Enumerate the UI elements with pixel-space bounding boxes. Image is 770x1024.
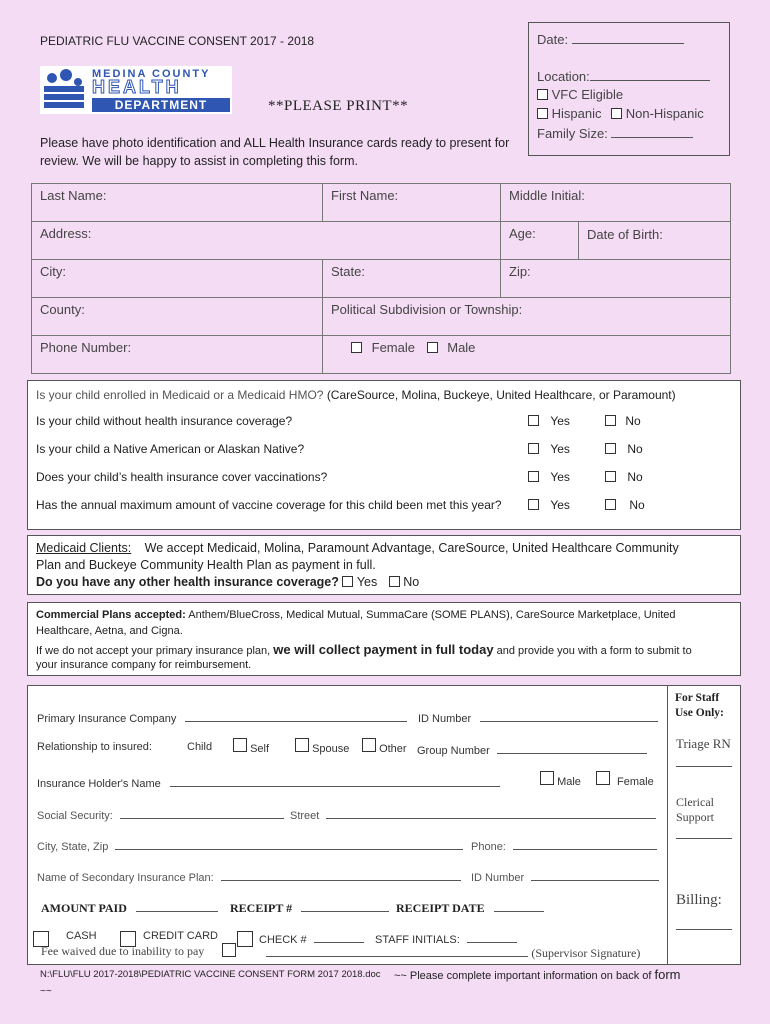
secondary-plan-line[interactable] [221, 868, 461, 881]
no-label: No [627, 442, 643, 456]
amount-paid-field[interactable] [41, 899, 218, 916]
male-label: Male [447, 340, 476, 355]
no-label: No [629, 498, 645, 512]
non-hispanic-checkbox[interactable] [611, 108, 622, 119]
location-line[interactable] [590, 68, 710, 81]
age-label: Age: [509, 226, 536, 241]
date-label: Date: [537, 32, 569, 47]
staff-initials-label: STAFF INITIALS: [375, 934, 460, 946]
vfc-option[interactable] [537, 87, 623, 102]
check-line[interactable] [314, 930, 364, 943]
receipt-date-label: RECEIPT DATE [396, 901, 485, 915]
please-print: **PLEASE PRINT** [268, 98, 409, 114]
family-icon [42, 68, 86, 112]
political-subdivision-cell[interactable] [322, 297, 731, 336]
footer-tilde: ~~ [40, 986, 52, 997]
holder-male-label: Male [557, 776, 581, 788]
commercial-box [27, 602, 741, 676]
fee-waived-checkbox[interactable] [222, 943, 236, 962]
secondary-plan-field[interactable] [37, 868, 461, 884]
id-number-line[interactable] [480, 709, 658, 722]
ethnicity-options [537, 106, 704, 121]
holder-name-line[interactable] [170, 774, 500, 787]
primary-company-label: Primary Insurance Company [37, 713, 177, 725]
billing-line[interactable] [676, 929, 732, 930]
logo-line3: DEPARTMENT [92, 98, 230, 112]
yes-label: Yes [550, 414, 570, 428]
spouse-option[interactable] [295, 738, 349, 755]
supervisor-signature-line[interactable] [266, 944, 528, 957]
question-1-text: Is your child without health insurance coverage? [36, 414, 293, 428]
amount-paid-label: AMOUNT PAID [41, 901, 127, 915]
spouse-label: Spouse [312, 743, 350, 755]
check-label: CHECK # [259, 934, 307, 946]
id-number-label: ID Number [418, 713, 472, 725]
yes-label: Yes [550, 498, 570, 512]
check-checkbox[interactable] [237, 931, 253, 952]
yes-label: Yes [550, 470, 570, 484]
file-path: N:\FLU\FLU 2017-2018\PEDIATRIC VACCINE CONSENT FORM 2017 2018.doc [40, 969, 381, 980]
state-label: State: [331, 264, 365, 279]
family-size-field[interactable] [537, 125, 693, 141]
id-number-field[interactable] [418, 709, 658, 725]
info-box [528, 22, 730, 156]
self-option[interactable] [233, 738, 269, 755]
commercial-text3c: and provide you with a form to submit to [496, 645, 692, 657]
clerical-line[interactable] [676, 838, 732, 839]
other-checkbox[interactable] [362, 738, 376, 752]
hispanic-label: Hispanic [551, 106, 602, 121]
last-name-cell[interactable] [31, 183, 323, 222]
first-name-label: First Name: [331, 188, 399, 203]
family-size-label: Family Size: [537, 126, 608, 141]
holder-male-checkbox[interactable] [540, 771, 554, 785]
street-label: Street [290, 810, 320, 822]
first-name-cell[interactable] [322, 183, 501, 222]
sex-cell [322, 335, 731, 374]
secondary-id-field[interactable] [471, 868, 659, 884]
insurance-phone-line[interactable] [513, 837, 657, 850]
medicaid-text2: Plan and Buckeye Community Health Plan as payment in full. [36, 558, 376, 572]
no-label: No [627, 470, 643, 484]
question-2-yes[interactable] [528, 442, 570, 456]
zip-label: Zip: [509, 264, 531, 279]
ssn-label: Social Security: [37, 810, 113, 822]
amount-paid-line[interactable] [136, 899, 218, 912]
medicaid-plans-text: (CareSource, Molina, Buckeye, United Healthcare, or Paramount) [326, 388, 676, 402]
city-state-zip-label: City, State, Zip [37, 841, 109, 853]
form-title: PEDIATRIC FLU VACCINE CONSENT 2017 - 2018 [40, 34, 315, 48]
commercial-line1 [36, 609, 676, 621]
holder-female-label: Female [617, 776, 654, 788]
holder-name-label: Insurance Holder's Name [37, 778, 161, 790]
vfc-label: VFC Eligible [551, 87, 624, 102]
street-line[interactable] [326, 806, 656, 819]
other-option[interactable] [362, 738, 407, 755]
vfc-checkbox[interactable] [537, 89, 548, 100]
questions-box [27, 380, 741, 530]
street-field[interactable] [290, 806, 656, 822]
location-label: Location: [537, 69, 590, 84]
receipt-date-field[interactable] [396, 899, 544, 916]
commercial-heading: Commercial Plans accepted: [36, 609, 186, 621]
yes-label: Yes [550, 442, 570, 456]
commercial-text3b: we will collect payment in full today [273, 642, 494, 657]
medicaid-heading: Medicaid Clients: [36, 541, 132, 555]
secondary-id-label: ID Number [471, 872, 525, 884]
last-name-label: Last Name: [40, 188, 107, 203]
commercial-line3 [36, 642, 692, 657]
city-label: City: [40, 264, 66, 279]
instructions: Please have photo identification and ALL Health Insurance cards ready to present for review. We will be happy to assist in completing this form. [40, 136, 510, 168]
phone-label: Phone Number: [40, 340, 132, 355]
back-page-note-form: form [654, 967, 681, 982]
secondary-plan-label: Name of Secondary Insurance Plan: [37, 872, 214, 884]
other-label: Other [379, 743, 407, 755]
dob-cell[interactable] [578, 221, 731, 260]
cash-label: CASH [66, 930, 97, 942]
commercial-text3a: If we do not accept your primary insurance plan, [36, 645, 271, 657]
question-2-no[interactable] [605, 442, 643, 456]
spouse-checkbox[interactable] [295, 738, 309, 752]
zip-cell[interactable] [500, 259, 731, 298]
question-3-no[interactable] [605, 470, 643, 484]
question-4-yes[interactable] [528, 498, 570, 512]
health-department-logo [40, 66, 232, 114]
phone-cell[interactable] [31, 335, 323, 374]
self-checkbox[interactable] [233, 738, 247, 752]
medicaid-enrolled-question [36, 388, 676, 402]
fee-waived-label: Fee waived due to inability to pay [41, 944, 205, 958]
commercial-text1: Anthem/BlueCross, Medical Mutual, SummaCare (SOME PLANS), CareSource Marketplace, United [188, 609, 676, 621]
receipt-label: RECEIPT # [230, 901, 293, 915]
no-label: No [625, 414, 641, 428]
credit-card-label: CREDIT CARD [143, 930, 218, 942]
male-checkbox[interactable] [427, 342, 438, 353]
question-2-text: Is your child a Native American or Alaskan Native? [36, 442, 305, 456]
logo-line1: MEDINA COUNTY [92, 68, 211, 80]
logo-line2: HEALTH [92, 77, 182, 97]
dob-label: Date of Birth: [587, 227, 663, 242]
medicaid-text1: We accept Medicaid, Molina, Paramount Advantage, CareSource, United Healthcare Community [144, 541, 679, 555]
ssn-line[interactable] [120, 806, 284, 819]
supervisor-signature-label: (Supervisor Signature) [531, 946, 641, 960]
city-state-zip-line[interactable] [115, 837, 463, 850]
date-field[interactable] [537, 31, 684, 47]
question-4-no[interactable] [605, 498, 645, 512]
other-coverage-yes-label: Yes [356, 575, 378, 589]
self-label: Self [250, 743, 270, 755]
child-label: Child [187, 741, 213, 753]
other-coverage-question [36, 575, 419, 589]
triage-label: Triage RN [676, 736, 731, 751]
billing-label: Billing: [676, 892, 722, 908]
relationship-label: Relationship to insured: [37, 741, 152, 753]
medicaid-enrolled-text: Is your child enrolled in Medicaid or a Medicaid HMO? [36, 388, 324, 402]
family-size-line[interactable] [611, 125, 693, 138]
question-3-text: Does your child’s health insurance cover vaccinations? [36, 470, 328, 484]
address-label: Address: [40, 226, 92, 241]
medicaid-line1 [36, 541, 679, 555]
group-number-field[interactable] [417, 741, 647, 757]
insurance-box [27, 685, 741, 965]
county-cell[interactable] [31, 297, 323, 336]
political-subdivision-label: Political Subdivision or Township: [331, 302, 523, 317]
group-number-line[interactable] [497, 741, 647, 754]
commercial-text4: your insurance company for reimbursement. [36, 659, 252, 671]
address-cell[interactable] [31, 221, 501, 260]
receipt-date-line[interactable] [494, 899, 544, 912]
staff-initials-line[interactable] [467, 930, 517, 943]
hispanic-checkbox[interactable] [537, 108, 548, 119]
secondary-id-line[interactable] [531, 868, 659, 881]
non-hispanic-label: Non-Hispanic [625, 106, 704, 121]
clerical-label: Clerical Support [676, 795, 715, 824]
supervisor-signature-field[interactable] [266, 944, 640, 961]
other-coverage-yes-checkbox[interactable] [342, 576, 353, 587]
city-state-zip-field[interactable] [37, 837, 463, 853]
primary-company-line[interactable] [185, 709, 407, 722]
city-cell[interactable] [31, 259, 323, 298]
female-checkbox[interactable] [351, 342, 362, 353]
other-coverage-no-checkbox[interactable] [389, 576, 400, 587]
group-number-label: Group Number [417, 745, 490, 757]
back-page-note [394, 967, 680, 982]
insurance-phone-field[interactable] [471, 837, 657, 853]
county-label: County: [40, 302, 85, 317]
question-3-yes[interactable] [528, 470, 570, 484]
date-line[interactable] [572, 31, 684, 44]
female-label: Female [371, 340, 415, 355]
middle-initial-label: Middle Initial: [509, 188, 585, 203]
holder-sex-options [540, 771, 654, 788]
location-field[interactable] [537, 68, 710, 84]
receipt-line[interactable] [301, 899, 389, 912]
commercial-text2: Healthcare, Aetna, and Cigna. [36, 625, 183, 637]
holder-name-field[interactable] [37, 774, 500, 790]
state-cell[interactable] [322, 259, 501, 298]
age-cell[interactable] [500, 221, 579, 260]
holder-female-checkbox[interactable] [596, 771, 610, 785]
other-coverage-text: Do you have any other health insurance coverage? [36, 575, 339, 589]
medicaid-box [27, 535, 741, 595]
question-1-yes[interactable] [528, 414, 570, 428]
staff-heading: For Staff Use Only: [675, 692, 724, 719]
receipt-field[interactable] [230, 899, 389, 916]
insurance-phone-label: Phone: [471, 841, 506, 853]
question-1-no[interactable] [605, 414, 641, 428]
primary-company-field[interactable] [37, 709, 407, 725]
question-4-text: Has the annual maximum amount of vaccine coverage for this child been met this year? [36, 498, 502, 512]
middle-initial-cell[interactable] [500, 183, 731, 222]
ssn-field[interactable] [37, 806, 284, 822]
triage-line[interactable] [676, 766, 732, 767]
other-coverage-no-label: No [403, 575, 420, 589]
back-page-note-text: ~~ Please complete important information on back of [394, 970, 652, 982]
